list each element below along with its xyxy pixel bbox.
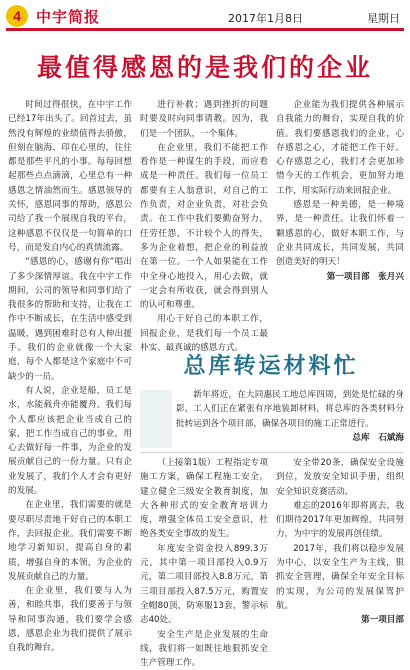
paragraph: “感恩的心，感谢有你”唱出了多少深情厚谊。我在中宇工作期间，公司的领导和同事们给了我很多的帮助和支持，让我在工作中不断成长，在生活中感受到温暖，遇到困难时总有人伸出援手。我们的企业就像一个大家庭，每个人都是这个家庭中不可缺少的一员。 [8,257,132,382]
paragraph: 企业能为我们提供各种展示自我能力的舞台，实现自我的价值。我们要感恩我们的企业，心存感恩之心，才能把工作干好。心存感恩之心，我们才会更加珍惜今天的工作机会，更加努力地工作，用实际行动来回报企业。 [276,100,404,196]
paragraph: 2017年，我们将以稳步发展为中心，以安全生产为主线，狠抓安全管理，确保全年安全目标的实现，为公司的发展保驾护航。 [276,543,404,611]
paragraph: 有人说，企业是船，员工是水，水能载舟亦能覆舟。我们每个人都应该把企业当成自己的家，把工作当成自己的事业，用心去做好每一件事，为企业的发展贡献自己的一份力量。只有企业发展了，我们个人才会有更好的发展。 [8,385,132,497]
issue-weekday: 星期日 [367,12,400,25]
section-divider [140,452,404,453]
article-headline: 最值得感恩的是我们的企业 [36,53,373,82]
paragraph: 在企业里，我们要与人为善，和睦共事，我们要善于与领导和同事沟通，我们要学会感恩，感恩企业为我们提供了展示自我的舞台。 [8,586,132,654]
paragraph: 时间过得很快，在中宇工作已经17年出头了。回首过去，虽然没有辉煌的业绩值得去骄傲，但刻在脑海、印在心里的，往往都是那些平凡的小事。每每回想起那些点点滴滴，心里总有一种感恩之情油然而生。感恩领导的关怀，感恩同事的帮助，感恩公司给了我一个展现自我的平台，这种感恩不仅仅是一句简单的口号，而是发自内心的真情流露。 [8,100,132,253]
article2-body [176,388,404,448]
paragraph: 在企业里，我们不能把工作看作是一种谋生的手段，而应看成是一种责任。我们每一位员工都要有主人翁意识，对自己的工作负责，对企业负责，对社会负责。在工作中我们要勤奋努力，任劳任怨，不计较个人的得失，多为企业着想，把企业的利益放在第一位。一个人如果能在工作中全身心地投入，用心去做，就一定会有所收获，就会得到别人的认可和尊重。 [140,142,268,311]
paragraph: 进行补救；遇到挫折的问题时要及时向同事请教。因为，我们是一个团队，一个集体。 [140,100,268,139]
paragraph: 安全带20条，确保安全设施到位，发放安全知识手册，组织安全知识竞赛活动。 [276,458,404,497]
article1-byline: 第一项目部 张月兴 [326,271,404,282]
paragraph: 用心干好自己的本职工作，回报企业，是我们每一个员工最朴实、最真诚的感恩方式。 [140,314,268,354]
paragraph: 安全生产是企业发展的生命线，我们将一如既往地狠抓安全生产管理工作。 [140,629,268,669]
page-header [0,0,410,32]
paragraph: 在企业里，我们需要的就是要尽职尽责地干好自己的本职工作，去回报企业。我们需要不断地学习新知识，提高自身的素质，增强自身的本领，为企业的发展贡献自己的力量。 [8,500,132,582]
paragraph: 感恩是一种美德，是一种境界，是一种责任。让我们怀着一颗感恩的心，做好本职工作，与企业共同成长，共同发展，共同创造美好的明天！ [276,200,404,268]
article3-column-1 [140,456,268,669]
header-rule [6,28,404,31]
article1-column-1 [8,98,132,654]
article1-column-3 [276,98,404,336]
newspaper-title: 中宇简报 [36,8,101,26]
paragraph: 新年将近，在大同惠民工地总库四周，到处是忙碌的身影，工人们正在紧张有序地装卸材料，将总库的各类材料分批转运到各个项目部，确保各项目的施工正常进行。 [176,390,404,429]
article2-byline: 总库 石斌海 [352,432,404,443]
article3-byline: 第一项目部 [361,615,404,626]
article2-title: 总库转运材料忙 [183,353,359,379]
photo-placeholder [140,390,172,448]
article3-column-2 [276,456,404,626]
paragraph: 年度安全资金投入899.3万元，其中第一项目部投入0.9万元，第二项目部投入8.8万元，第三项目部投入87.5万元，购置安全帽80顶，防寒服13套，警示标志40处。 [140,543,268,626]
page-number-badge: 4 [6,5,28,27]
paragraph: （上接第1版）工程指定专项施工方案，确保工程施工安全。建立健全三级安全教育制度，加大各种形式的安全教育培训力度，增强全体员工安全意识，杜绝各类安全事故的发生。 [140,458,268,540]
article1-column-2 [140,98,268,373]
paragraph: 难忘的2016年即将离去，我们期待2017年更加辉煌，共同努力，为中宇的发展再创佳绩。 [276,500,404,540]
issue-date: 2017年1月8日 [228,12,303,25]
